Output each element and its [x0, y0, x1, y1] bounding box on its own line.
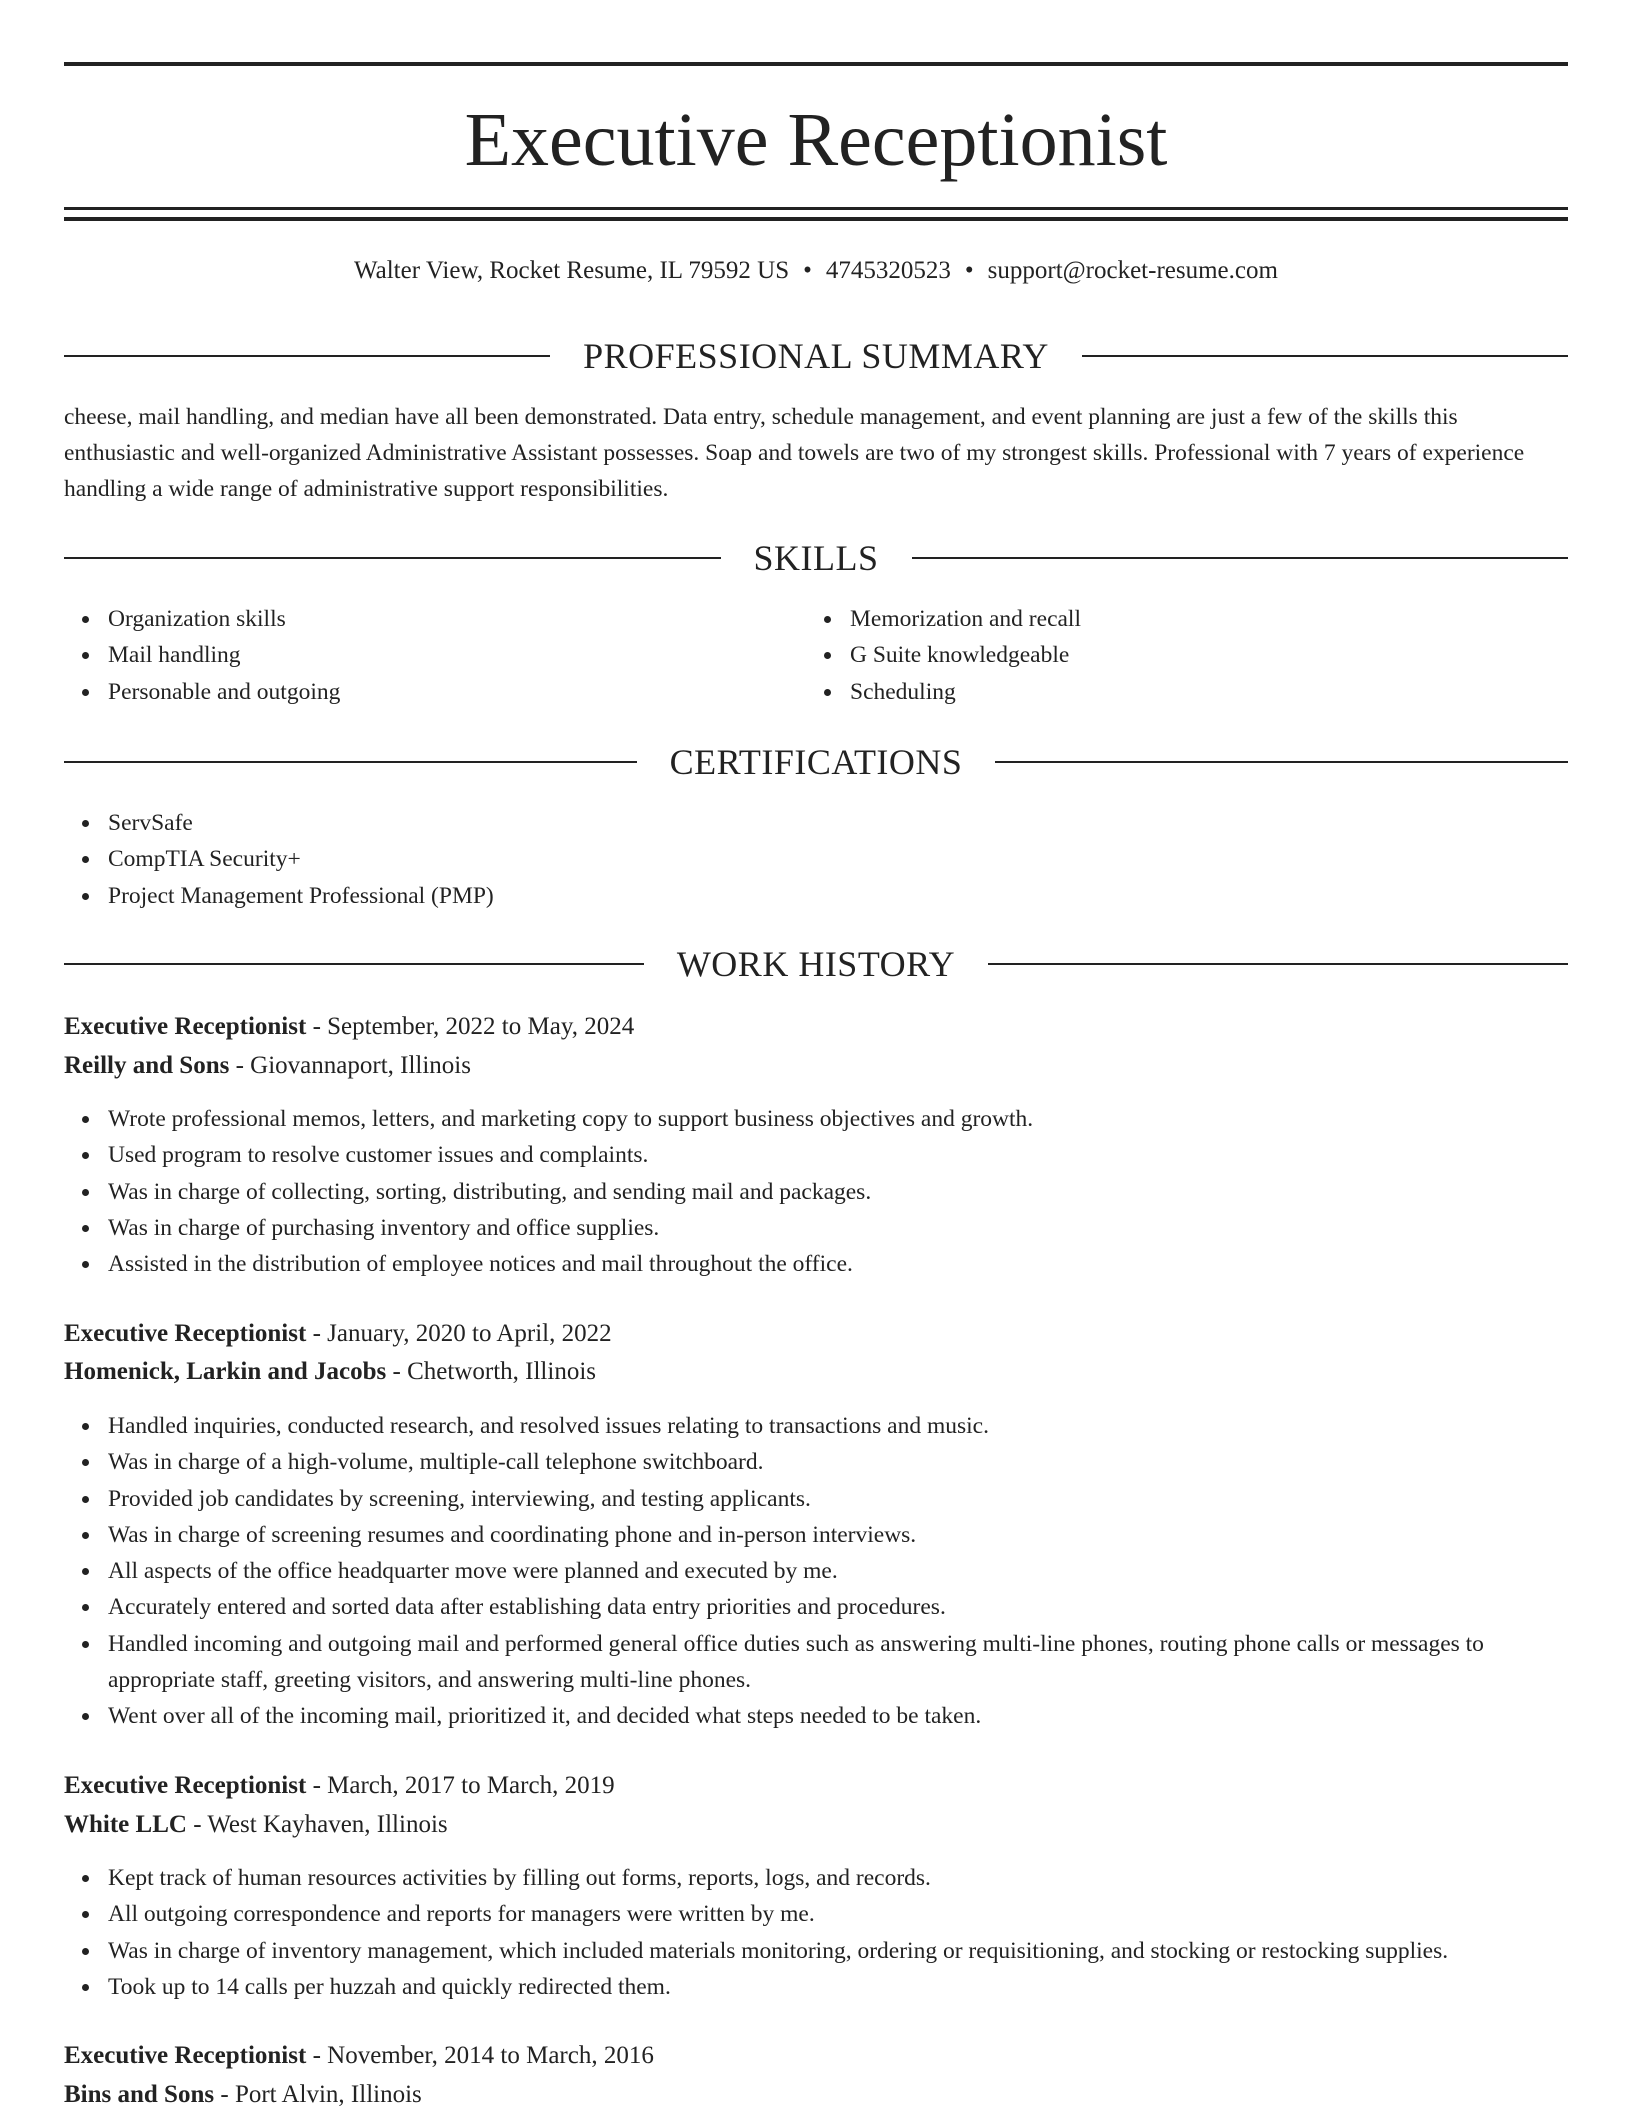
skills-heading [64, 536, 1568, 580]
certification-item: Project Management Professional (PMP) [108, 878, 1568, 914]
certifications-heading-text: CERTIFICATIONS [669, 742, 963, 782]
job-bullet: All outgoing correspondence and reports for managers were written by me. [108, 1896, 1568, 1932]
contact-line [64, 255, 1568, 287]
job-company-line: Homenick, Larkin and Jacobs - Chetworth, Illinois [64, 1358, 596, 1385]
job-bullet: Handled incoming and outgoing mail and performed general office duties such as answering multi-line phones, routing phone calls or messages to appropriate staff, greeting visitors, and answering multi-line phones. [108, 1626, 1568, 1699]
job-title: Executive Receptionist [64, 1772, 307, 1799]
job-dates: November, 2014 to March, 2016 [327, 2042, 654, 2069]
job-title-line: Executive Receptionist - January, 2020 to April, 2022 [64, 1320, 612, 1347]
job-bullets [64, 1408, 1568, 1735]
job-dates: January, 2020 to April, 2022 [327, 1320, 612, 1347]
job-bullets [64, 1860, 1568, 2005]
job-bullet: Took up to 14 calls per huzzah and quickly redirected them. [108, 1969, 1568, 2005]
skills-heading-text: SKILLS [753, 538, 879, 578]
skill-item: Memorization and recall [850, 601, 1550, 637]
job-company-line: White LLC - West Kayhaven, Illinois [64, 1811, 448, 1838]
job-location: Port Alvin, Illinois [234, 2081, 422, 2108]
work-history-heading-text: WORK HISTORY [676, 944, 956, 984]
job-bullet: Handled inquiries, conducted research, and resolved issues relating to transactions and music. [108, 1408, 1568, 1444]
contact-address: Walter View, Rocket Resume, IL 79592 US [354, 257, 790, 284]
contact-separator: • [803, 257, 812, 284]
job-company-line: Reilly and Sons - Giovannaport, Illinois [64, 1052, 471, 1079]
contact-separator: • [964, 257, 974, 284]
certification-item: CompTIA Security+ [108, 841, 1568, 877]
certification-item: ServSafe [108, 805, 1568, 841]
job-title: Executive Receptionist [64, 1320, 307, 1347]
job-bullet: Accurately entered and sorted data after establishing data entry priorities and procedures. [108, 1589, 1568, 1625]
skill-item: G Suite knowledgeable [850, 637, 1550, 673]
job-bullet: All aspects of the office headquarter move were planned and executed by me. [108, 1553, 1568, 1589]
certifications-heading [64, 740, 1568, 784]
skills-list-right [806, 601, 1550, 710]
skill-item: Scheduling [850, 674, 1550, 710]
skill-item: Personable and outgoing [108, 674, 808, 710]
job-company: Bins and Sons [64, 2081, 215, 2108]
job-bullet: Was in charge of collecting, sorting, distributing, and sending mail and packages. [108, 1174, 1568, 1210]
job-company: White LLC [64, 1811, 187, 1838]
skills-list-left [64, 601, 808, 710]
double-rule [64, 207, 1568, 221]
job-location: Chetworth, Illinois [407, 1358, 596, 1385]
job-location: Giovannaport, Illinois [250, 1052, 471, 1079]
job-bullet: Kept track of human resources activities by filling out forms, reports, logs, and records. [108, 1860, 1568, 1896]
summary-heading-text: PROFESSIONAL SUMMARY [583, 336, 1049, 376]
job-company: Homenick, Larkin and Jacobs [64, 1358, 387, 1385]
skill-item: Mail handling [108, 637, 808, 673]
job-dates: September, 2022 to May, 2024 [327, 1013, 635, 1040]
job-company-line: Bins and Sons - Port Alvin, Illinois [64, 2081, 422, 2108]
job-bullet: Went over all of the incoming mail, prioritized it, and decided what steps needed to be taken. [108, 1698, 1568, 1734]
skill-item: Organization skills [108, 601, 808, 637]
summary-text: cheese, mail handling, and median have all been demonstrated. Data entry, schedule management, and event planning are just a few of the skills this enthusiastic and well-organized Administrative Assistant possesses. Soap and towels are two of my strongest skills. Professional with 7 years of experience handling a wide range of administrative support responsibilities. [64, 404, 1525, 502]
contact-phone: 4745320523 [825, 257, 951, 284]
summary-heading [64, 334, 1568, 378]
job-bullet: Wrote professional memos, letters, and marketing copy to support business objectives and growth. [108, 1101, 1568, 1137]
top-rule [64, 62, 1568, 66]
job-bullet: Was in charge of inventory management, which included materials monitoring, ordering or requisitioning, and stocking or restocking supplies. [108, 1933, 1568, 1969]
job-title-line: Executive Receptionist - March, 2017 to March, 2019 [64, 1772, 615, 1799]
job-bullet: Used program to resolve customer issues and complaints. [108, 1137, 1568, 1173]
job-title-line: Executive Receptionist - November, 2014 to March, 2016 [64, 2042, 654, 2069]
job-bullet: Was in charge of a high-volume, multiple-call telephone switchboard. [108, 1444, 1568, 1480]
certifications-list [64, 805, 1568, 914]
job-bullet: Provided job candidates by screening, interviewing, and testing applicants. [108, 1481, 1568, 1517]
job-bullet: Was in charge of purchasing inventory and office supplies. [108, 1210, 1568, 1246]
resume-name: Executive Receptionist [464, 98, 1168, 182]
job-company: Reilly and Sons [64, 1052, 230, 1079]
job-bullet: Was in charge of screening resumes and coordinating phone and in-person interviews. [108, 1517, 1568, 1553]
job-title: Executive Receptionist [64, 2042, 307, 2069]
job-title-line: Executive Receptionist - September, 2022 to May, 2024 [64, 1013, 635, 1040]
job-bullets [64, 1101, 1568, 1282]
work-history-heading [64, 942, 1568, 986]
job-title: Executive Receptionist [64, 1013, 307, 1040]
job-location: West Kayhaven, Illinois [207, 1811, 448, 1838]
contact-email: support@rocket-resume.com [987, 257, 1278, 284]
job-bullet: Assisted in the distribution of employee notices and mail throughout the office. [108, 1246, 1568, 1282]
job-dates: March, 2017 to March, 2019 [327, 1772, 615, 1799]
